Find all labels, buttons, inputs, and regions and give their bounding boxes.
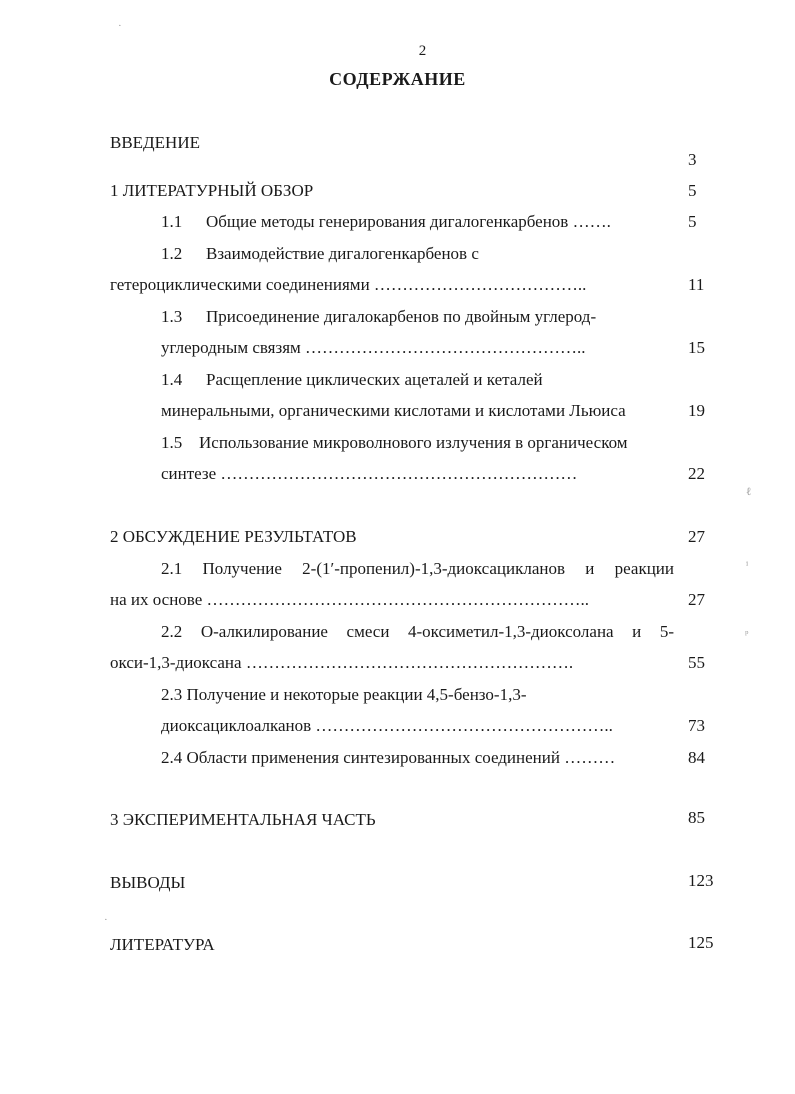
toc-page-1-1: 5 [688, 212, 697, 231]
scan-speck: ⁱ [746, 560, 749, 572]
scan-speck: · [104, 914, 108, 926]
toc-entry-2-1-line2: на их основе ………………………………………………………….. [110, 590, 590, 609]
toc-entry-1-3-line1: Присоединение дигалокарбенов по двойным углерод- [206, 307, 597, 326]
toc-entry-1-5-line2: синтезе ……………………………………………………… [161, 464, 578, 483]
toc-number-1-4: 1.4 [161, 370, 183, 389]
page-title: СОДЕРЖАНИЕ [329, 69, 466, 89]
toc-entry-intro: ВВЕДЕНИЕ [110, 133, 200, 152]
toc-entry-1-3-line2: углеродным связям ………………………………………….. [161, 338, 586, 357]
toc-entry-2-2-line1: 2.2 О-алкилирование смеси 4-оксиметил-1,3-диоксолана и 5- [161, 622, 674, 641]
scan-speck: ᵖ [745, 628, 749, 640]
toc-entry-conclusions: ВЫВОДЫ [110, 873, 186, 892]
toc-number-1-1: 1.1 [161, 212, 183, 231]
toc-page-1-2: 11 [688, 275, 705, 294]
toc-number-1-2: 1.2 [161, 244, 183, 263]
toc-page-1-5: 22 [688, 464, 705, 483]
toc-entry-1-1: Общие методы генерирования дигалогенкарбенов ……. [206, 212, 611, 231]
toc-page-1-4: 19 [688, 401, 705, 420]
page-number: 2 [418, 43, 427, 59]
toc-entry-1-5-line1: Использование микроволнового излучения в органическом [199, 433, 628, 452]
toc-entry-chapter-1: 1 ЛИТЕРАТУРНЫЙ ОБЗОР [110, 181, 314, 200]
toc-entry-2-2-line2: окси-1,3-диоксана …………………………………………………. [110, 653, 574, 672]
toc-entry-1-2-line2: гетероциклическими соединениями ……………………………….. [110, 275, 587, 294]
toc-page-intro: 3 [688, 150, 697, 169]
toc-entry-2-4: 2.4 Области применения синтезированных соединений ……… [161, 748, 616, 767]
toc-entry-1-4-line1: Расщепление циклических ацеталей и кеталей [206, 370, 543, 389]
toc-page-chapter-3: 85 [688, 808, 705, 827]
toc-page-2-1: 27 [688, 590, 705, 609]
toc-page-chapter-1: 5 [688, 181, 697, 200]
toc-page-literature: 125 [688, 933, 714, 952]
toc-entry-chapter-2: 2 ОБСУЖДЕНИЕ РЕЗУЛЬТАТОВ [110, 527, 357, 546]
toc-entry-2-1-line1: 2.1 Получение 2-(1′-пропенил)-1,3-диоксацикланов и реакции [161, 559, 674, 578]
toc-page-2-3: 73 [688, 716, 705, 735]
toc-page-conclusions: 123 [688, 871, 714, 890]
toc-number-1-3: 1.3 [161, 307, 183, 326]
scan-speck: ℓ [746, 486, 752, 498]
toc-entry-chapter-3: 3 ЭКСПЕРИМЕНТАЛЬНАЯ ЧАСТЬ [110, 810, 376, 829]
toc-entry-2-3-line1: 2.3 Получение и некоторые реакции 4,5-бензо-1,3- [161, 685, 527, 704]
toc-number-1-5: 1.5 [161, 433, 183, 452]
toc-entry-1-4-line2: минеральными, органическими кислотами и кислотами Льюиса [161, 401, 626, 420]
toc-page-2-2: 55 [688, 653, 705, 672]
toc-entry-2-3-line2: диоксациклоалканов …………………………………………….. [161, 716, 613, 735]
toc-page-2-4: 84 [688, 748, 705, 767]
toc-page-1-3: 15 [688, 338, 705, 357]
toc-page-chapter-2: 27 [688, 527, 705, 546]
toc-entry-1-2-line1: Взаимодействие дигалогенкарбенов с [206, 244, 479, 263]
scan-speck: · [118, 20, 122, 32]
toc-entry-literature: ЛИТЕРАТУРА [110, 935, 215, 954]
